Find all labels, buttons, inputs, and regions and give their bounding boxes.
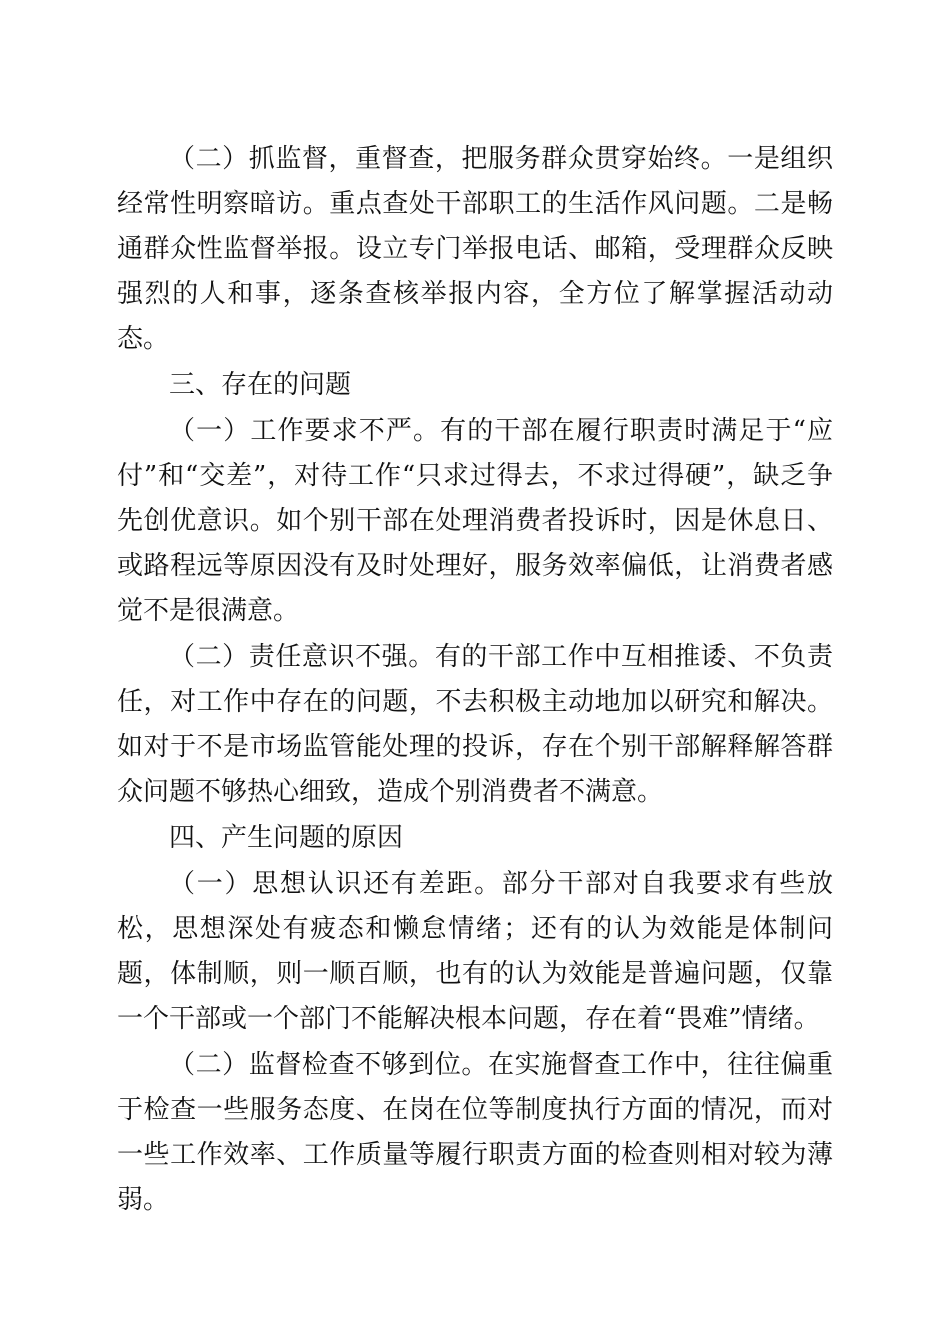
paragraph-ideological-awareness: [117, 862, 833, 1042]
paragraph-text: 有的干部在履行职责时满足于“应付”和“交差”，对待工作“只求过得去，不求过得硬”，缺乏争先创优意识。如个别干部在处理消费者投诉时，因是休息日、或路程远等原因没有及时处理好，服务效率偏低，让消费者感觉不是很满意。: [117, 416, 833, 626]
paragraph-work-requirements: [117, 409, 833, 634]
section-heading-problems: 三、存在的问题: [169, 370, 352, 400]
document-body: [117, 137, 833, 1223]
paragraph-lead: （一）工作要求不严。: [169, 416, 441, 446]
paragraph-text: 有的干部工作中互相推诿、不负责任，对工作中存在的问题，不去积极主动地加以研究和解决。如对于不是市场监管能处理的投诉，存在个别干部解释解答群众问题不够热心细致，造成个别消费者不满意。: [117, 642, 833, 807]
paragraph-lead: （二）责任意识不强。: [169, 642, 435, 672]
paragraph-responsibility: [117, 635, 833, 815]
paragraph-supervision: [117, 137, 833, 362]
paragraph-lead: （二）抓监督，重督查，把服务群众贯穿始终。: [169, 144, 728, 174]
paragraph-text: 部分干部对自我要求有些放松，思想深处有疲态和懒怠情绪；还有的认为效能是体制问题，体制顺，则一顺百顺，也有的认为效能是普遍问题，仅靠一个干部或一个部门不能解决根本问题，存在着“畏难”情绪。: [117, 869, 833, 1034]
paragraph-lead: （一）思想认识还有差距。: [169, 869, 502, 899]
paragraph-text: 一是组织经常性明察暗访。重点查处干部职工的生活作风问题。二是畅通群众性监督举报。设立专门举报电话、邮箱，受理群众反映强烈的人和事，逐条查核举报内容，全方位了解掌握活动动态。: [117, 144, 833, 354]
paragraph-text: 在实施督查工作中，往往偏重于检查一些服务态度、在岗在位等制度执行方面的情况，而对一些工作效率、工作质量等履行职责方面的检查则相对较为薄弱。: [117, 1050, 833, 1215]
paragraph-lead: （二）监督检查不够到位。: [169, 1050, 488, 1080]
paragraph-inspection: [117, 1043, 833, 1223]
section-heading-causes: 四、产生问题的原因: [169, 823, 404, 853]
